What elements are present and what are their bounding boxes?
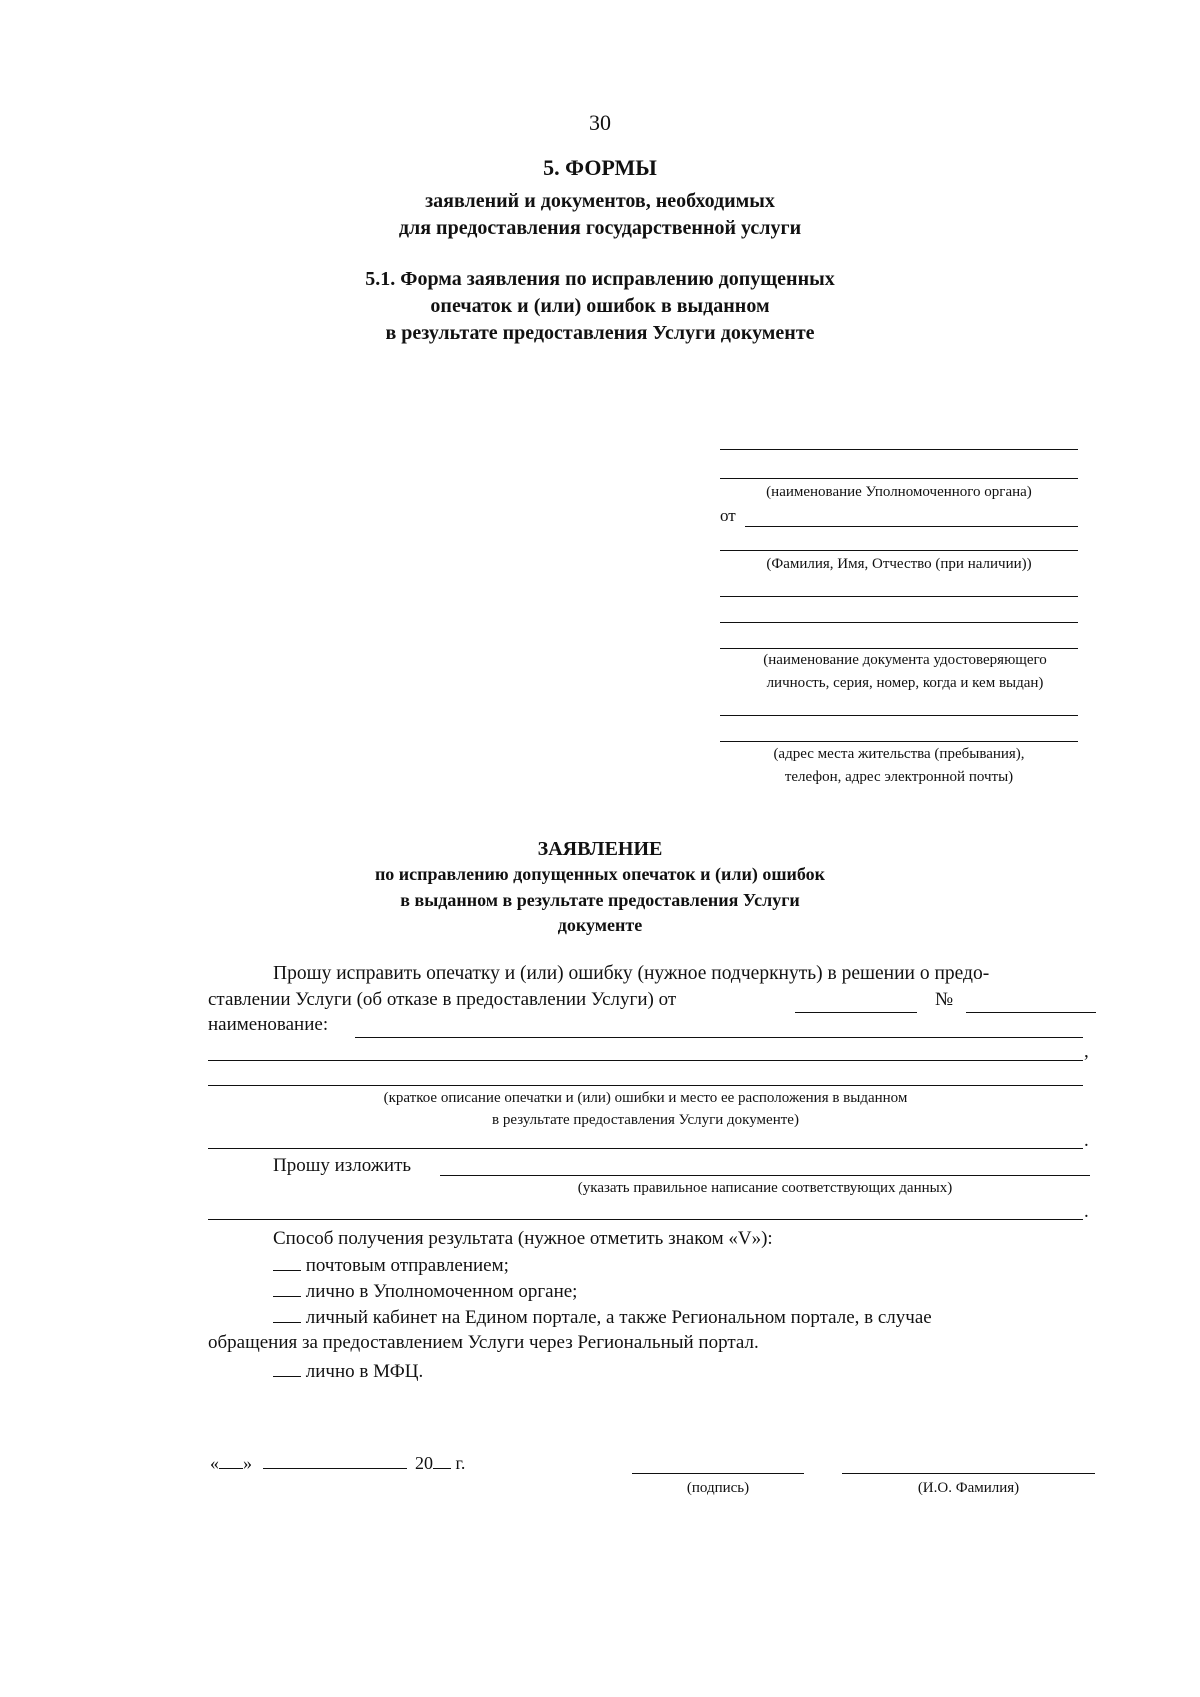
delivery-option-mfc[interactable] — [273, 1360, 423, 1383]
section-title: 5. ФОРМЫ — [543, 155, 657, 180]
description-line-3[interactable] — [208, 1148, 1083, 1149]
delivery-option-portal[interactable] — [273, 1306, 932, 1329]
year-suffix: г. — [455, 1453, 466, 1473]
statement-subtitle-2: в выданном в результате предоставления Услуги — [400, 890, 800, 910]
correct-data-line-2[interactable] — [208, 1219, 1083, 1220]
statement-title: ЗАЯВЛЕНИЕ — [537, 838, 663, 860]
fio-caption: (Фамилия, Имя, Отчество (при наличии)) — [766, 556, 1032, 572]
signature-line[interactable] — [632, 1473, 804, 1474]
signature-caption: (подпись) — [686, 1480, 750, 1496]
from-line[interactable] — [745, 526, 1078, 527]
description-caption-2: в результате предоставления Услуги документе) — [492, 1112, 799, 1128]
id-doc-line-1[interactable] — [720, 596, 1078, 597]
description-line-1[interactable] — [208, 1060, 1083, 1061]
full-name-caption: (И.О. Фамилия) — [917, 1480, 1020, 1496]
page-number: 30 — [589, 110, 611, 135]
form-title-1: 5.1. Форма заявления по исправлению допущенных — [365, 268, 835, 290]
statement-subtitle-1: по исправлению допущенных опечаток и (или) ошибок — [374, 864, 826, 884]
org-caption: (наименование Уполномоченного органа) — [766, 484, 1032, 500]
address-caption-2: телефон, адрес электронной почты) — [784, 769, 1014, 785]
delivery-heading: Способ получения результата (нужное отметить знаком «V»): — [273, 1228, 773, 1249]
checkbox-blank[interactable] — [273, 1360, 301, 1377]
option-label: почтовым отправлением; — [305, 1255, 509, 1276]
statement-subtitle-3: документе — [557, 915, 643, 935]
request-para-line-2: ставлении Услуги (об отказе в предоставлении Услуги) от — [208, 989, 677, 1010]
state-label: Прошу изложить — [273, 1155, 412, 1176]
comma: , — [1084, 1041, 1089, 1062]
org-name-line-2[interactable] — [720, 478, 1078, 479]
option-label: лично в МФЦ. — [305, 1361, 424, 1382]
address-caption-1: (адрес места жительства (пребывания), — [773, 746, 1025, 762]
id-doc-caption-1: (наименование документа удостоверяющего — [763, 652, 1047, 668]
section-subtitle-2: для предоставления государственной услуги — [398, 217, 802, 239]
section-subtitle-1: заявлений и документов, необходимых — [425, 190, 775, 212]
day-field[interactable] — [219, 1452, 243, 1469]
period-2: . — [1084, 1201, 1089, 1222]
option-label: лично в Уполномоченном органе; — [305, 1281, 578, 1302]
correct-data-field[interactable] — [440, 1175, 1090, 1176]
date-field[interactable] — [210, 1452, 465, 1474]
address-line-1[interactable] — [720, 715, 1078, 716]
year-field[interactable] — [433, 1452, 451, 1469]
number-sign: № — [935, 989, 954, 1010]
year-prefix: 20 — [415, 1453, 433, 1473]
description-line-2[interactable] — [208, 1085, 1083, 1086]
delivery-option-authority[interactable] — [273, 1280, 577, 1303]
request-para-line-1: Прошу исправить опечатку и (или) ошибку (нужное подчеркнуть) в решении о предо- — [273, 963, 990, 984]
org-name-line-1[interactable] — [720, 449, 1078, 450]
address-line-2[interactable] — [720, 741, 1078, 742]
quote-open: « — [210, 1453, 219, 1473]
from-label: от — [720, 506, 736, 525]
form-title-2: опечаток и (или) ошибок в выданном — [430, 295, 770, 317]
description-caption-1: (краткое описание опечатки и (или) ошибки и место ее расположения в выданном — [383, 1090, 908, 1106]
delivery-option-post[interactable] — [273, 1254, 509, 1277]
period-1: . — [1084, 1130, 1089, 1151]
checkbox-blank[interactable] — [273, 1254, 301, 1271]
form-title-3: в результате предоставления Услуги документе — [385, 322, 815, 344]
checkbox-blank[interactable] — [273, 1280, 301, 1297]
delivery-option-portal-continuation: обращения за предоставлением Услуги через Региональный портал. — [208, 1332, 759, 1353]
document-name-field[interactable] — [355, 1037, 1083, 1038]
id-doc-caption-2: личность, серия, номер, когда и кем выдан) — [766, 675, 1044, 691]
checkbox-blank[interactable] — [273, 1306, 301, 1323]
id-doc-line-3[interactable] — [720, 648, 1078, 649]
fio-line[interactable] — [720, 550, 1078, 551]
correct-caption: (указать правильное написание соответствующих данных) — [577, 1180, 953, 1196]
full-name-line[interactable] — [842, 1473, 1095, 1474]
option-label: личный кабинет на Едином портале, а также Региональном портале, в случае — [305, 1307, 932, 1328]
quote-close: » — [243, 1453, 252, 1473]
decision-number-field[interactable] — [966, 1012, 1096, 1013]
decision-date-field[interactable] — [795, 1012, 917, 1013]
name-label: наименование: — [208, 1014, 329, 1035]
id-doc-line-2[interactable] — [720, 622, 1078, 623]
month-field[interactable] — [263, 1452, 407, 1469]
